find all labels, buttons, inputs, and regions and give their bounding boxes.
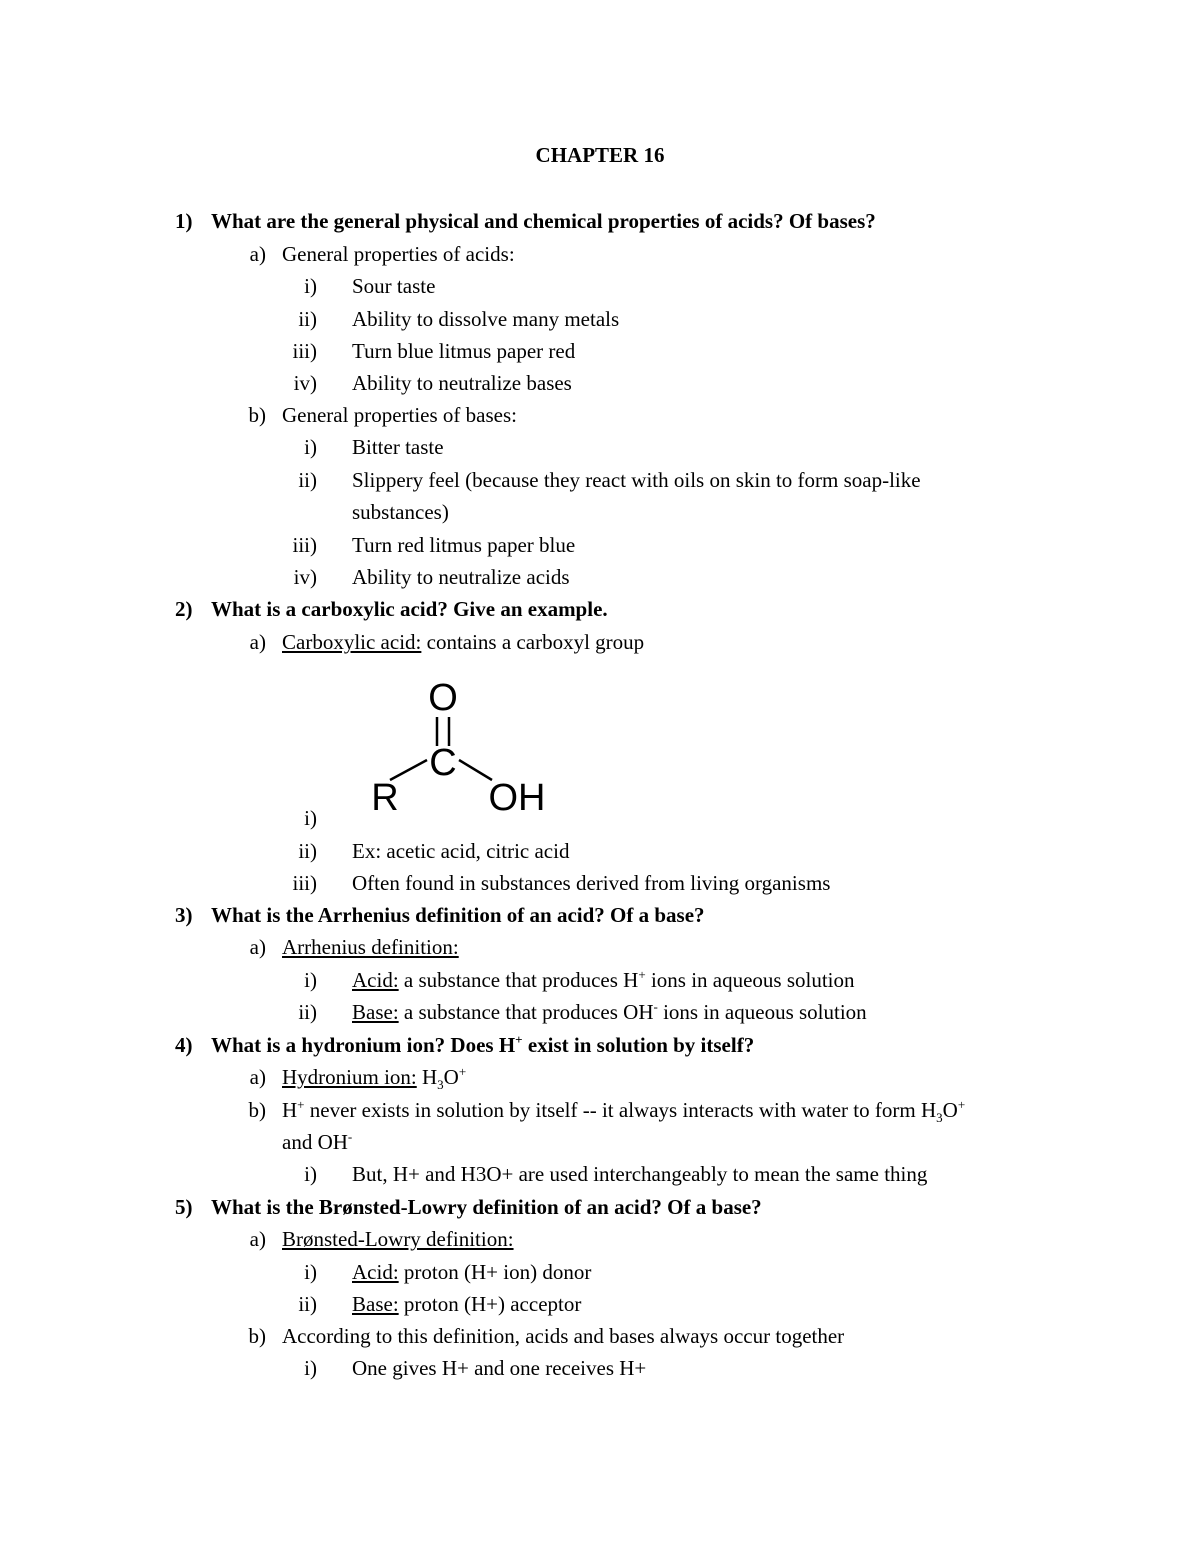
subitem-label: iii)	[292, 871, 317, 895]
question-number: 4)	[175, 1033, 193, 1057]
page-title: CHAPTER 16	[535, 143, 665, 167]
term: Hydronium ion:	[282, 1065, 417, 1089]
item-label: b)	[248, 1098, 266, 1122]
item-text	[282, 1226, 514, 1252]
term: Arrhenius definition:	[282, 935, 459, 959]
subitem-label: i)	[304, 806, 317, 830]
superscript: +	[458, 1064, 467, 1079]
subitem-text: Turn blue litmus paper red	[352, 339, 576, 363]
question-text: What is the Brønsted-Lowry definition of an acid? Of a base?	[211, 1195, 762, 1219]
r-group-label: R	[371, 777, 399, 819]
item-text: General properties of bases:	[282, 403, 517, 427]
subitem-label: iv)	[293, 565, 317, 589]
superscript: +	[957, 1097, 966, 1112]
subitem-text	[352, 1259, 591, 1285]
subitem-label: iii)	[292, 339, 317, 363]
formula-part: O	[942, 1098, 958, 1122]
item-label: a)	[249, 242, 266, 266]
subitem-text: But, H+ and H3O+ are used interchangeably to mean the same thing	[352, 1162, 928, 1186]
item-text-end: and OH	[282, 1130, 348, 1154]
subitem-text: Often found in substances derived from living organisms	[352, 871, 831, 895]
term: Brønsted-Lowry definition:	[282, 1227, 514, 1251]
hydroxyl-label: OH	[488, 777, 546, 819]
item-text	[282, 1129, 352, 1155]
subitem-text: substances)	[352, 500, 449, 524]
carboxyl-group-structure	[355, 672, 565, 822]
term: Acid:	[352, 968, 399, 992]
formula-part: H	[282, 1098, 298, 1122]
item-label: a)	[249, 1227, 266, 1251]
subitem-text: Ability to neutralize bases	[352, 371, 572, 395]
question-number: 1)	[175, 209, 193, 233]
item-text-middle: never exists in solution by itself -- it always interacts with water to form H	[304, 1098, 937, 1122]
subitem-text: Slippery feel (because they react with oils on skin to form soap-like	[352, 468, 921, 492]
item-label: a)	[249, 1065, 266, 1089]
superscript: -	[347, 1129, 353, 1144]
question-text-end: exist in solution by itself?	[522, 1033, 755, 1057]
subscript: 3	[437, 1077, 444, 1093]
subitem-label: ii)	[298, 307, 317, 331]
subitem-label: i)	[304, 1162, 317, 1186]
question-text: What is the Arrhenius definition of an acid? Of a base?	[211, 903, 705, 927]
single-bond-line	[459, 760, 492, 780]
superscript: +	[297, 1097, 305, 1112]
subitem-text	[352, 999, 867, 1025]
subitem-label: i)	[304, 968, 317, 992]
term: Base:	[352, 1292, 399, 1316]
subitem-text: One gives H+ and one receives H+	[352, 1356, 647, 1380]
item-label: a)	[249, 630, 266, 654]
superscript: -	[653, 999, 658, 1014]
term: Acid:	[352, 1260, 399, 1284]
definition-end: ions in aqueous solution	[645, 968, 855, 992]
question-text: What are the general physical and chemical properties of acids? Of bases?	[211, 209, 876, 233]
definition: proton (H+ ion) donor	[398, 1260, 592, 1284]
item-text	[282, 1064, 467, 1093]
superscript: +	[515, 1032, 523, 1047]
subitem-label: i)	[304, 435, 317, 459]
item-label: a)	[249, 935, 266, 959]
term: Carboxylic acid:	[282, 630, 422, 654]
item-text	[282, 934, 459, 960]
subitem-label: ii)	[298, 1000, 317, 1024]
definition: contains a carboxyl group	[421, 630, 645, 654]
subitem-text: Ability to dissolve many metals	[352, 307, 620, 331]
oxygen-label: O	[428, 677, 458, 719]
subitem-label: iv)	[293, 371, 317, 395]
question-number: 5)	[175, 1195, 193, 1219]
subitem-label: iii)	[292, 533, 317, 557]
question-text	[211, 1032, 754, 1058]
subscript: 3	[936, 1110, 943, 1126]
definition: a substance that produces OH	[398, 1000, 654, 1024]
formula-part: O	[443, 1065, 459, 1089]
question-number: 3)	[175, 903, 193, 927]
question-text: What is a carboxylic acid? Give an example.	[211, 597, 608, 621]
definition-end: ions in aqueous solution	[657, 1000, 867, 1024]
carbon-label: C	[429, 742, 457, 784]
subitem-text: Bitter taste	[352, 435, 444, 459]
definition: proton (H+) acceptor	[398, 1292, 582, 1316]
term: Base:	[352, 1000, 399, 1024]
subitem-text: Ability to neutralize acids	[352, 565, 570, 589]
item-label: b)	[248, 1324, 266, 1348]
item-text	[282, 1097, 966, 1126]
item-label: b)	[248, 403, 266, 427]
definition: a substance that produces H	[398, 968, 639, 992]
subitem-label: ii)	[298, 468, 317, 492]
item-text: General properties of acids:	[282, 242, 515, 266]
question-number: 2)	[175, 597, 193, 621]
subitem-label: i)	[304, 1356, 317, 1380]
subitem-label: ii)	[298, 839, 317, 863]
subitem-label: i)	[304, 274, 317, 298]
subitem-label: ii)	[298, 1292, 317, 1316]
subitem-text	[352, 967, 855, 993]
superscript: +	[638, 967, 646, 982]
item-text: According to this definition, acids and bases always occur together	[282, 1324, 845, 1348]
item-text	[282, 629, 644, 655]
subitem-text: Ex: acetic acid, citric acid	[352, 839, 570, 863]
subitem-text	[352, 1291, 581, 1317]
subitem-text: Sour taste	[352, 274, 436, 298]
formula-part: H	[416, 1065, 438, 1089]
subitem-text: Turn red litmus paper blue	[352, 533, 576, 557]
subitem-label: i)	[304, 1260, 317, 1284]
question-text-start: What is a hydronium ion? Does H	[211, 1033, 516, 1057]
